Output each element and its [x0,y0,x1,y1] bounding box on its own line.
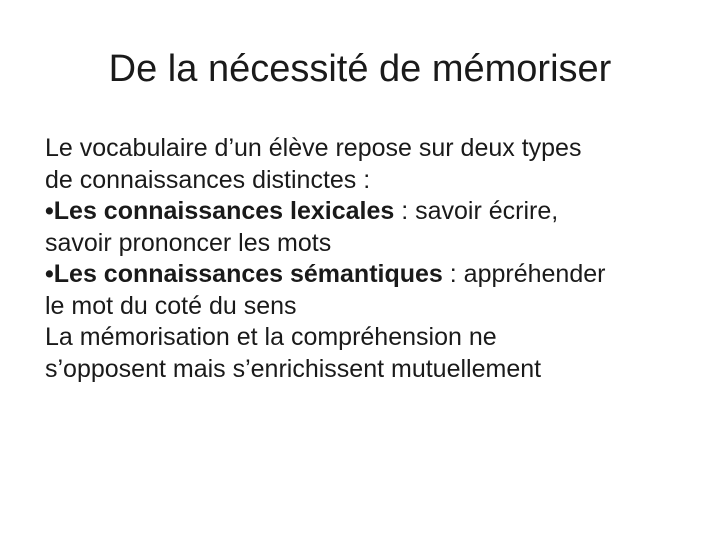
conclusion-line-1: La mémorisation et la compréhension ne [45,323,497,351]
bullet-semantiques [45,259,695,322]
bullet-term-semantiques: Les connaissances sémantiques [53,260,443,288]
bullet-text-semantiques: : appréhender [442,260,606,288]
slide-body [45,133,695,385]
bullet-text-lexicales: : savoir écrire, [394,197,559,225]
conclusion-line-2: s’opposent mais s’enrichissent mutuellement [45,354,542,383]
intro-line-1: Le vocabulaire d’un élève repose sur deux types [45,134,582,162]
bullet-text-lexicales-cont: savoir prononcer les mots [45,228,332,257]
bullet-text-semantiques-cont: le mot du coté du sens [45,291,297,320]
bullet-marker: • [45,197,54,225]
bullet-marker: • [45,260,54,288]
intro-paragraph [45,133,695,196]
bullet-lexicales [45,196,695,259]
bullet-term-lexicales: Les connaissances lexicales [53,197,395,225]
slide-title: De la nécessité de mémoriser [108,48,612,90]
intro-line-2: de connaissances distinctes : [45,165,371,194]
conclusion-paragraph [45,322,695,385]
